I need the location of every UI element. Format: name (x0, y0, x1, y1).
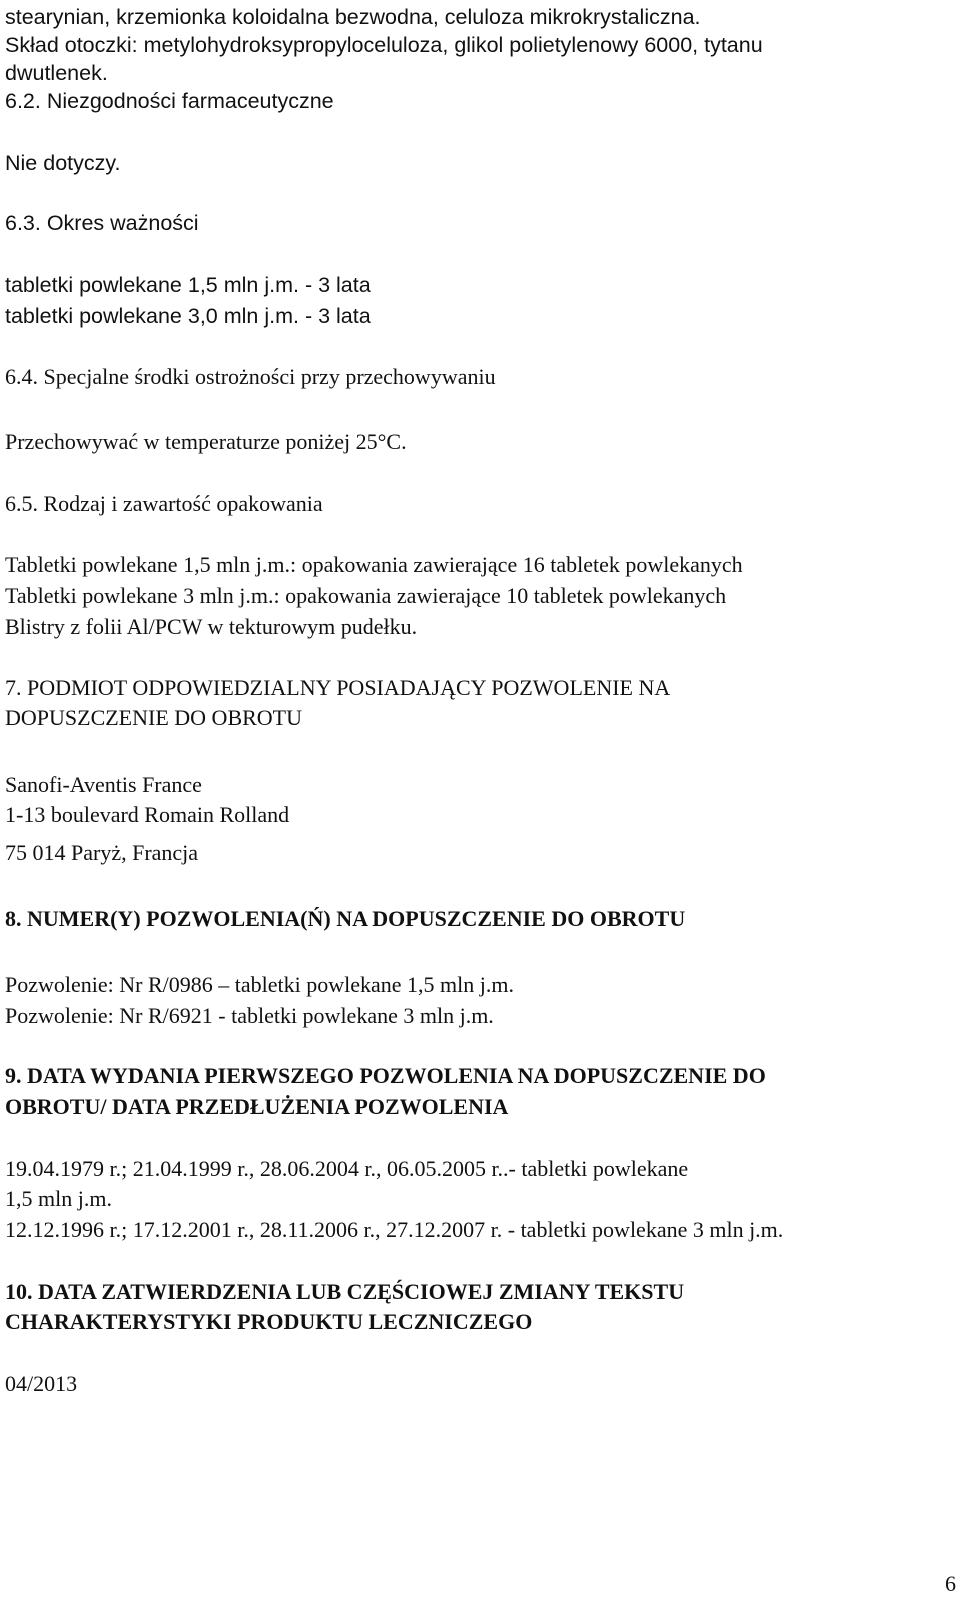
packaging-line-3: Blistry z folii Al/PCW w tekturowym pudełku. (5, 614, 418, 639)
shelf-life-line-2: tabletki powlekane 3,0 mln j.m. - 3 lata (5, 304, 371, 328)
heading-10-line-1: 10. DATA ZATWIERDZENIA LUB CZĘŚCIOWEJ ZMIANY TEKSTU (5, 1279, 685, 1304)
heading-9-line-1: 9. DATA WYDANIA PIERWSZEGO POZWOLENIA NA DOPUSZCZENIE DO (5, 1063, 766, 1088)
dates-line-2: 1,5 mln j.m. (5, 1186, 112, 1211)
coating-line-2: dwutlenek. (5, 61, 108, 85)
dates-line-3: 12.12.1996 r.; 17.12.2001 r., 28.11.2006 r., 27.12.2007 r. - tabletki powlekane 3 mln j.m. (5, 1217, 784, 1242)
authorization-line-2: Pozwolenie: Nr R/6921 - tabletki powlekane 3 mln j.m. (5, 1003, 494, 1028)
dates-line-1: 19.04.1979 r.; 21.04.1999 r., 28.06.2004 r., 06.05.2005 r..- tabletki powlekane (5, 1156, 689, 1181)
shelf-life-line-1: tabletki powlekane 1,5 mln j.m. - 3 lata (5, 273, 371, 297)
page-number: 6 (945, 1571, 956, 1596)
heading-9-line-2: OBROTU/ DATA PRZEDŁUŻENIA POZWOLENIA (5, 1094, 509, 1119)
holder-name: Sanofi-Aventis France (5, 772, 202, 797)
heading-8: 8. NUMER(Y) POZWOLENIA(Ń) NA DOPUSZCZENIE DO OBROTU (5, 906, 686, 931)
holder-address-line-2: 75 014 Paryż, Francja (5, 840, 199, 865)
packaging-line-1: Tabletki powlekane 1,5 mln j.m.: opakowania zawierające 16 tabletek powlekanych (5, 552, 743, 577)
heading-10-line-2: CHARAKTERYSTYKI PRODUKTU LECZNICZEGO (5, 1309, 533, 1334)
heading-6-3: 6.3. Okres ważności (5, 211, 199, 235)
storage-text: Przechowywać w temperaturze poniżej 25°C. (5, 429, 407, 454)
approval-date: 04/2013 (5, 1371, 78, 1396)
heading-7-line-2: DOPUSZCZENIE DO OBROTU (5, 705, 302, 730)
authorization-line-1: Pozwolenie: Nr R/0986 – tabletki powlekane 1,5 mln j.m. (5, 972, 514, 997)
holder-address-line-1: 1-13 boulevard Romain Rolland (5, 802, 290, 827)
heading-7-line-1: 7. PODMIOT ODPOWIEDZIALNY POSIADAJĄCY POZWOLENIE NA (5, 675, 671, 700)
heading-6-2: 6.2. Niezgodności farmaceutyczne (5, 89, 334, 113)
heading-6-4: 6.4. Specjalne środki ostrożności przy przechowywaniu (5, 364, 496, 389)
packaging-line-2: Tabletki powlekane 3 mln j.m.: opakowania zawierające 10 tabletek powlekanych (5, 583, 727, 608)
incompatibilities-text: Nie dotyczy. (5, 151, 121, 175)
heading-6-5: 6.5. Rodzaj i zawartość opakowania (5, 491, 323, 516)
composition-line-1: stearynian, krzemionka koloidalna bezwodna, celuloza mikrokrystaliczna. (5, 5, 701, 29)
coating-line-1: Skład otoczki: metylohydroksypropyloceluloza, glikol polietylenowy 6000, tytanu (5, 33, 763, 57)
